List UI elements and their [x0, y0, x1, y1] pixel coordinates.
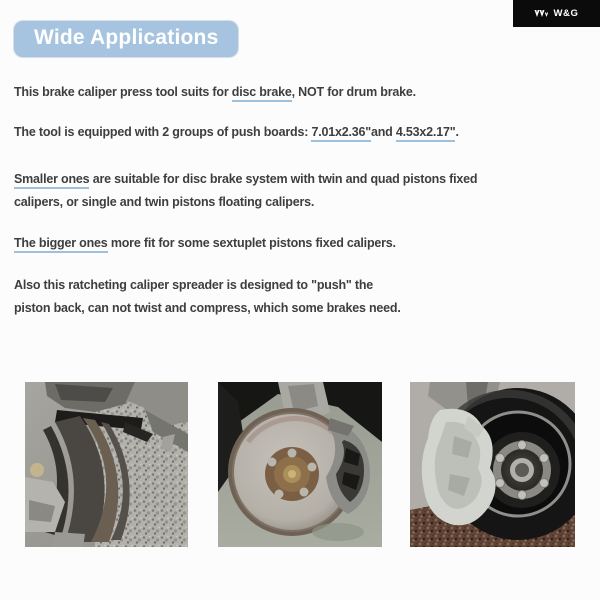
p5-text-line2: piston back, can not twist and compress, which some brakes need. [14, 301, 401, 315]
p2-text-2: and [370, 125, 396, 139]
p2-underlined-size-2: 4.53x2.17" [396, 125, 456, 142]
p4-underlined-bigger-ones: The bigger ones [14, 236, 108, 253]
brand-text: W&G [553, 8, 579, 19]
photo-brake-rotor-caliper [218, 382, 382, 547]
p5-text-line1: Also this ratcheting caliper spreader is designed to "push" the [14, 278, 374, 292]
p2-text: The tool is equipped with 2 groups of push boards: [14, 125, 312, 139]
p3-text-line2: calipers, or single and twin pistons floating calipers. [14, 195, 315, 209]
p4-text: more fit for some sextuplet pistons fixed calipers. [107, 236, 396, 250]
p2-underlined-size-1: 7.01x2.36" [311, 125, 371, 142]
p3-underlined-smaller-ones: Smaller ones [14, 172, 89, 189]
photo-brake-caliper-pads [25, 382, 188, 547]
p3-text: are suitable for disc brake system with twin and quad pistons fixed [89, 172, 478, 186]
p1-text: This brake caliper press tool suits for [14, 85, 232, 99]
description-paragraph-2 [14, 121, 459, 144]
section-title-pill [14, 21, 238, 57]
p2-text-3: . [455, 125, 459, 139]
p1-text-2: , NOT for drum brake. [291, 85, 416, 99]
description-paragraph-3 [14, 168, 477, 214]
brand-badge [513, 0, 600, 27]
description-paragraph-4 [14, 232, 396, 255]
description-paragraph-1 [14, 81, 416, 104]
p1-underlined-disc-brake: disc brake [232, 85, 292, 102]
photo-wheel-hub-caliper [410, 382, 575, 547]
description-paragraph-5 [14, 274, 401, 320]
three-bird-marks-icon [534, 9, 549, 19]
section-title: Wide Applications [34, 26, 219, 49]
